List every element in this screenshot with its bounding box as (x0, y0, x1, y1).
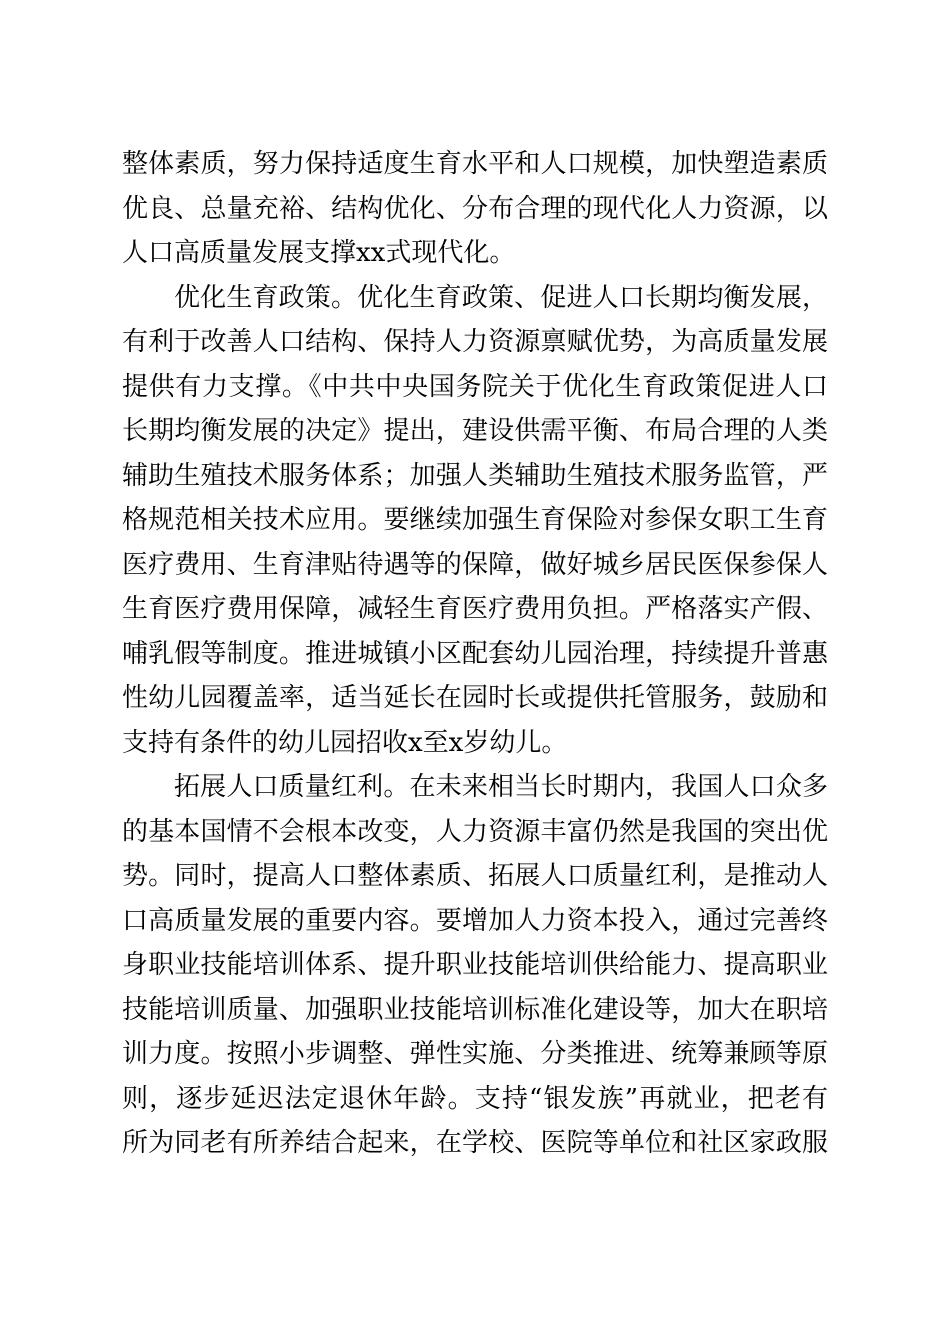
text-line: 训力度。按照小步调整、弹性实施、分类推进、统筹兼顾等原 (122, 1039, 828, 1069)
text-line: 提供有力支撑。《中共中央国务院关于优化生育政策促进人口 (122, 371, 828, 402)
paragraph-continuation (122, 142, 828, 276)
text-line: 优良、总量充裕、结构优化、分布合理的现代化人力资源，以 (122, 193, 828, 224)
text-line: 支持有条件的幼儿园招收x至x岁幼儿。 (122, 727, 568, 758)
text-line: 整体素质，努力保持适度生育水平和人口规模，加快塑造素质 (122, 149, 828, 179)
document-body (122, 142, 828, 1166)
text-line: 口高质量发展的重要内容。要增加人力资本投入，通过完善终 (122, 905, 828, 936)
text-line: 生育医疗费用保障，减轻生育医疗费用负担。严格落实产假、 (122, 594, 828, 624)
text-line: 辅助生殖技术服务体系；加强人类辅助生殖技术服务监管，严 (122, 460, 828, 491)
text-line: 优化生育政策。优化生育政策、促进人口长期均衡发展， (174, 282, 828, 313)
text-line: 长期均衡发展的决定》提出，建设供需平衡、布局合理的人类 (122, 416, 828, 446)
text-line: 则，逐步延迟法定退休年龄。支持“银发族”再就业，把老有 (122, 1083, 828, 1114)
text-line: 技能培训质量、加强职业技能培训标准化建设等，加大在职培 (122, 994, 828, 1025)
text-line: 有利于改善人口结构、保持人力资源禀赋优势，为高质量发展 (122, 327, 828, 357)
text-line: 性幼儿园覆盖率，适当延长在园时长或提供托管服务，鼓励和 (122, 683, 828, 713)
paragraph-optimize-fertility-policy (122, 276, 828, 766)
text-line: 格规范相关技术应用。要继续加强生育保险对参保女职工生育 (122, 505, 828, 535)
text-line: 身职业技能培训体系、提升职业技能培训供给能力、提高职业 (122, 950, 828, 980)
text-line: 势。同时，提高人口整体素质、拓展人口质量红利，是推动人 (122, 861, 828, 891)
text-line: 人口高质量发展支撑xx式现代化。 (122, 238, 516, 268)
paragraph-population-quality-dividend (122, 765, 828, 1166)
text-line: 医疗费用、生育津贴待遇等的保障，做好城乡居民医保参保人 (122, 549, 828, 580)
text-line: 哺乳假等制度。推进城镇小区配套幼儿园治理，持续提升普惠 (122, 638, 828, 669)
text-line: 所为同老有所养结合起来，在学校、医院等单位和社区家政服 (122, 1128, 828, 1158)
text-line: 的基本国情不会根本改变，人力资源丰富仍然是我国的突出优 (122, 816, 828, 847)
text-line: 拓展人口质量红利。在未来相当长时期内，我国人口众多 (174, 772, 828, 802)
